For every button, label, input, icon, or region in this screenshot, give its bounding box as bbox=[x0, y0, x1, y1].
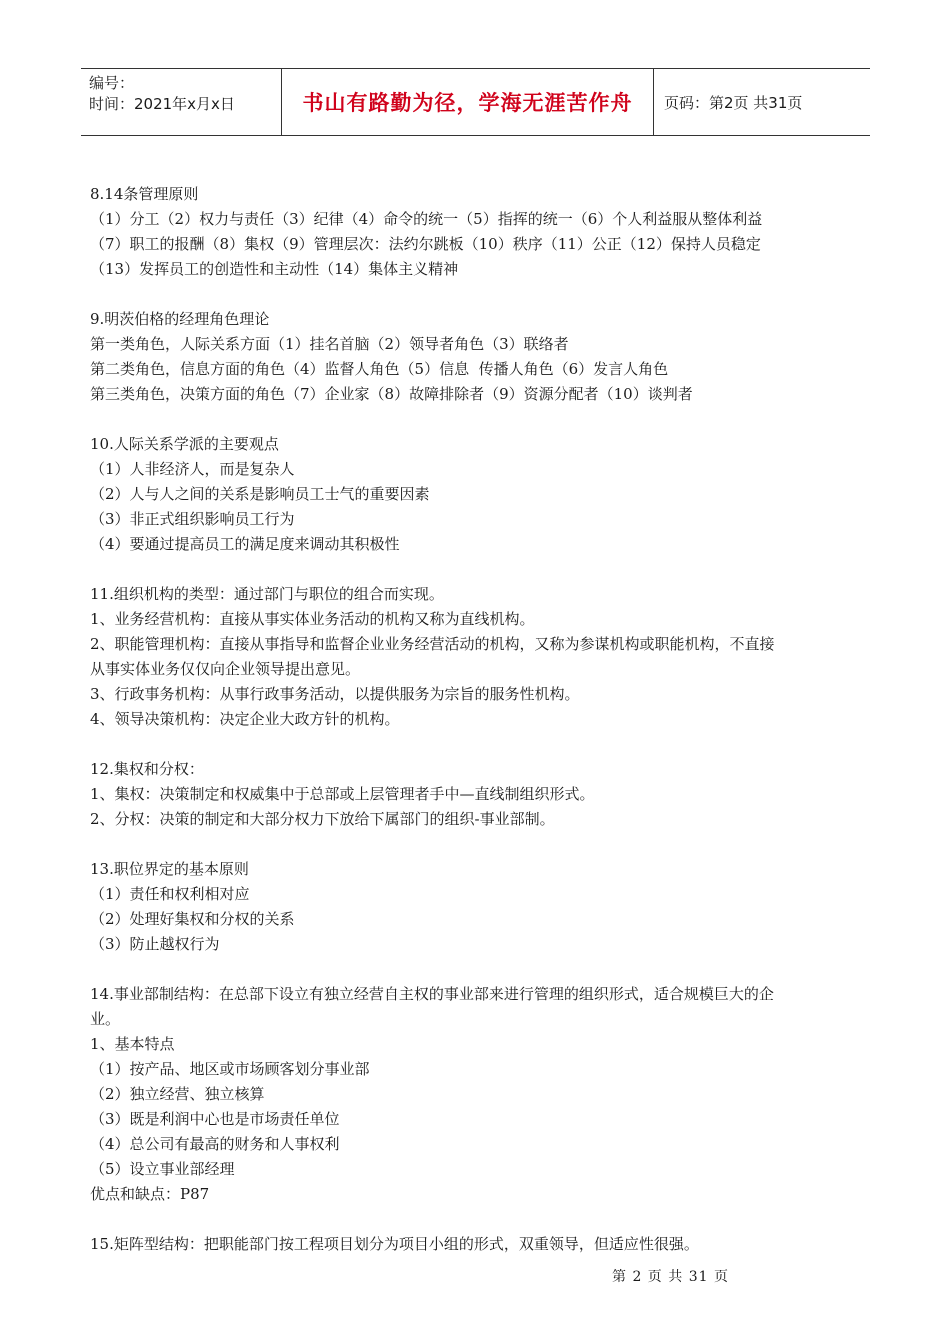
text-line: 从事实体业务仅仅向企业领导提出意见。 bbox=[90, 660, 361, 678]
text-line: （1）责任和权利相对应 bbox=[90, 885, 250, 903]
text-line: 10.人际关系学派的主要观点 bbox=[90, 435, 279, 453]
number-label: 编号： bbox=[89, 74, 135, 92]
text-line: （2）人与人之间的关系是影响员工士气的重要因素 bbox=[90, 485, 430, 503]
blank-line bbox=[90, 832, 862, 857]
text-line: 9.明茨伯格的经理角色理论 bbox=[90, 310, 270, 328]
text-line: 优点和缺点：P87 bbox=[90, 1185, 210, 1203]
text-line: 12.集权和分权： bbox=[90, 760, 204, 778]
text-line: （3）非正式组织影响员工行为 bbox=[90, 510, 295, 528]
text-line: 第一类角色，人际关系方面（1）挂名首脑（2）领导者角色（3）联络者 bbox=[90, 335, 569, 353]
text-line: （7）职工的报酬（8）集权（9）管理层次：法约尔跳板（10）秩序（11）公正（12）保持人员稳定 bbox=[90, 235, 761, 253]
text-line: （4）总公司有最高的财务和人事权利 bbox=[90, 1135, 340, 1153]
header-page-info: 页码：第2页 共31页 bbox=[664, 93, 803, 112]
text-line: 14.事业部制结构：在总部下设立有独立经营自主权的事业部来进行管理的组织形式，适合规模巨大的企 bbox=[90, 985, 774, 1003]
document-body bbox=[90, 182, 862, 1257]
text-line: 1、集权：决策制定和权威集中于总部或上层管理者手中—直线制组织形式。 bbox=[90, 785, 595, 803]
text-line: 第二类角色，信息方面的角色（4）监督人角色（5）信息 传播人角色（6）发言人角色 bbox=[90, 360, 669, 378]
text-line: 8.14条管理原则 bbox=[90, 185, 199, 203]
text-line: 13.职位界定的基本原则 bbox=[90, 860, 249, 878]
header-meta bbox=[81, 69, 282, 135]
text-line: （2）处理好集权和分权的关系 bbox=[90, 910, 295, 928]
text-line: 1、基本特点 bbox=[90, 1035, 175, 1053]
text-line: （1）人非经济人，而是复杂人 bbox=[90, 460, 295, 478]
text-line: 15.矩阵型结构：把职能部门按工程项目划分为项目小组的形式，双重领导，但适应性很强。 bbox=[90, 1235, 699, 1253]
page-footer: 第 2 页 共 31 页 bbox=[612, 1269, 729, 1285]
text-line: （3）既是利润中心也是市场责任单位 bbox=[90, 1110, 340, 1128]
text-line: （4）要通过提高员工的满足度来调动其积极性 bbox=[90, 535, 400, 553]
text-line: （1）按产品、地区或市场顾客划分事业部 bbox=[90, 1060, 370, 1078]
text-line: 业。 bbox=[90, 1010, 121, 1028]
blank-line bbox=[90, 957, 862, 982]
text-line: 3、行政事务机构：从事行政事务活动，以提供服务为宗旨的服务性机构。 bbox=[90, 685, 580, 703]
text-line: （2）独立经营、独立核算 bbox=[90, 1085, 265, 1103]
text-line: （1）分工（2）权力与责任（3）纪律（4）命令的统一（5）指挥的统一（6）个人利益服从整体利益 bbox=[90, 210, 763, 228]
text-line: （13）发挥员工的创造性和主动性（14）集体主义精神 bbox=[90, 260, 459, 278]
blank-line bbox=[90, 1207, 862, 1232]
text-line: 4、领导决策机构：决定企业大政方针的机构。 bbox=[90, 710, 400, 728]
text-line: （3）防止越权行为 bbox=[90, 935, 220, 953]
blank-line bbox=[90, 557, 862, 582]
header-motto: 书山有路勤为径，学海无涯苦作舟 bbox=[282, 69, 654, 135]
date-label: 时间：2021年x月x日 bbox=[89, 95, 235, 113]
blank-line bbox=[90, 732, 862, 757]
blank-line bbox=[90, 282, 862, 307]
text-line: （5）设立事业部经理 bbox=[90, 1160, 235, 1178]
text-line: 第三类角色，决策方面的角色（7）企业家（8）故障排除者（9）资源分配者（10）谈判者 bbox=[90, 385, 693, 403]
text-line: 1、业务经营机构：直接从事实体业务活动的机构又称为直线机构。 bbox=[90, 610, 535, 628]
text-line: 11.组织机构的类型：通过部门与职位的组合而实现。 bbox=[90, 585, 444, 603]
text-line: 2、职能管理机构：直接从事指导和监督企业业务经营活动的机构，又称为参谋机构或职能机构，不直接 bbox=[90, 635, 775, 653]
page-header bbox=[81, 68, 870, 136]
text-line: 2、分权：决策的制定和大部分权力下放给下属部门的组织-事业部制。 bbox=[90, 810, 555, 828]
blank-line bbox=[90, 407, 862, 432]
